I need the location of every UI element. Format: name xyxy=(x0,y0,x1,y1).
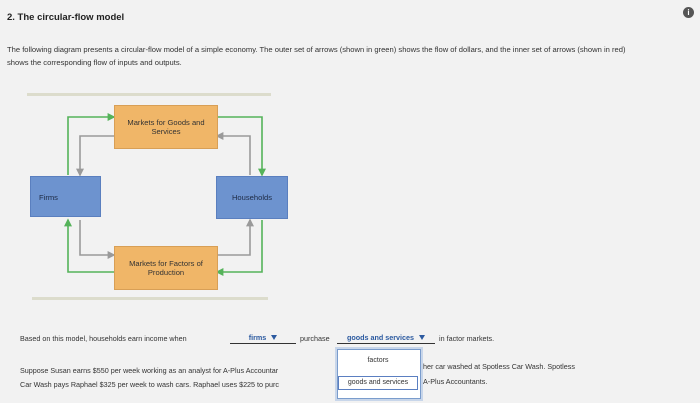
chevron-down-icon xyxy=(419,335,425,340)
households-label: Households xyxy=(231,193,273,202)
firms-label: Firms xyxy=(39,193,58,202)
scenario-line-2b: A-Plus Accountants. xyxy=(423,377,488,386)
chevron-down-icon xyxy=(271,335,277,340)
firms-box xyxy=(30,176,101,217)
object-dropdown[interactable] xyxy=(337,331,435,344)
option-goods-and-services[interactable]: goods and services xyxy=(338,376,418,390)
goods-services-market-box xyxy=(114,105,218,149)
dropdown-options-popup xyxy=(337,349,421,399)
scenario-line-1a: Suppose Susan earns $550 per week working as an analyst for A-Plus Accountar xyxy=(20,366,279,375)
households-box xyxy=(216,176,288,219)
factor-market-label: Markets for Factors of Production xyxy=(129,259,203,277)
sentence-part-1: Based on this model, households earn income when xyxy=(20,334,187,343)
sentence-part-2: purchase xyxy=(300,334,330,343)
subject-dropdown-value: firms xyxy=(248,332,267,342)
question-intro: The following diagram presents a circular-flow model of a simple economy. The outer set of arrows (shown in green) shows the flow of dollars, and the inner set of arrows (shown in red) shows the corresponding flow of inputs and outputs. xyxy=(7,45,626,67)
option-factors[interactable]: factors xyxy=(367,357,389,364)
scenario-line-1b: her car washed at Spotless Car Wash. Spotless xyxy=(423,362,575,371)
question-title: 2. The circular-flow model xyxy=(7,12,125,23)
diagram-bottom-divider xyxy=(32,297,268,300)
info-icon[interactable]: i xyxy=(683,7,694,18)
goods-services-market-label: Markets for Goods and Services xyxy=(127,118,205,136)
sentence-part-3: in factor markets. xyxy=(439,334,495,343)
object-dropdown-value: goods and services xyxy=(346,332,415,342)
subject-dropdown[interactable] xyxy=(230,331,296,344)
scenario-line-2a: Car Wash pays Raphael $325 per week to wash cars. Raphael uses $225 to purc xyxy=(20,380,280,389)
factor-market-box xyxy=(114,246,218,290)
